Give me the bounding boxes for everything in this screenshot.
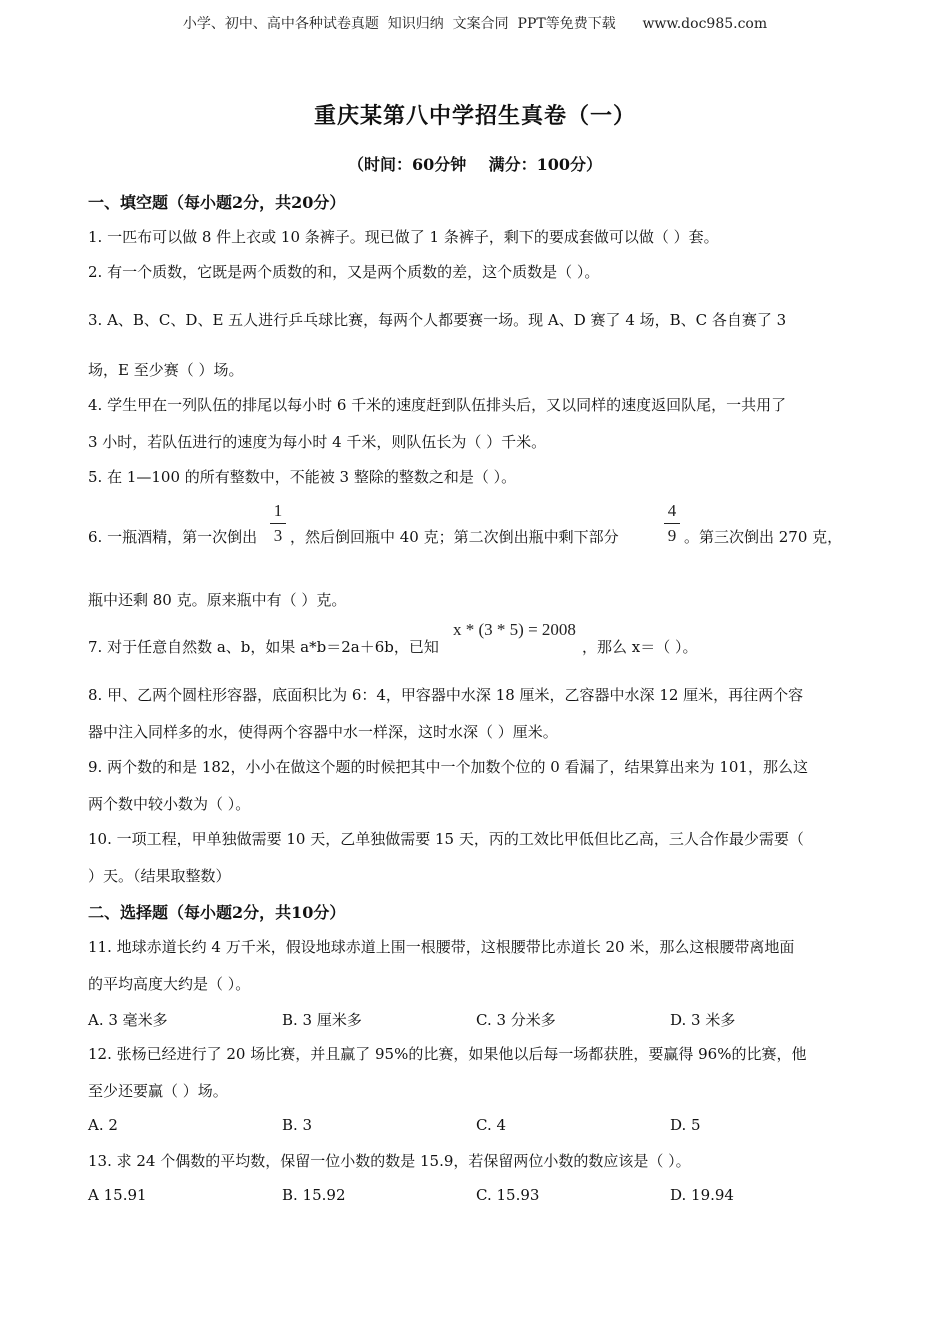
q12-option-b: B. 3 (282, 1116, 313, 1134)
question-9: 9. 两个数的和是 182，小小在做这个题的时候把其中一个加数个位的 0 看漏了，结果算出来为 101，那么这 (88, 758, 808, 776)
question-12-cont: 至少还要赢（ ）场。 (88, 1082, 228, 1100)
section-fill-in: 一、填空题（每小题2分，共20分） (88, 193, 346, 212)
question-7-formula: x * (3 * 5) = 2008 (453, 620, 576, 639)
question-1: 1. 一匹布可以做 8 件上衣或 10 条裤子。现已做了 1 条裤子，剩下的要成套做可以做（ ）套。 (88, 228, 719, 246)
question-8-cont: 器中注入同样多的水，使得两个容器中水一样深，这时水深（ ）厘米。 (88, 723, 558, 741)
question-4-cont: 3 小时，若队伍进行的速度为每小时 4 千米，则队伍长为（ ）千米。 (88, 433, 547, 451)
q12-option-a: A. 2 (88, 1116, 118, 1134)
question-7-cont: ，那么 x＝（ ）。 (582, 638, 698, 656)
q13-option-b: B. 15.92 (282, 1186, 346, 1204)
question-12: 12. 张杨已经进行了 20 场比赛，并且赢了 95%的比赛，如果他以后每一场都获胜，要赢得 96%的比赛，他 (88, 1045, 807, 1063)
q12-option-c: C. 4 (476, 1116, 507, 1134)
question-7: 7. 对于任意自然数 a、b，如果 a*b＝2a＋6b，已知 (88, 638, 439, 656)
question-10-cont: ）天。（结果取整数） (88, 867, 231, 885)
fraction-bar (664, 523, 680, 524)
fraction-one-third (270, 500, 286, 547)
page-title: 重庆某第八中学招生真卷（一） (313, 103, 636, 129)
q13-option-c: C. 15.93 (476, 1186, 540, 1204)
q11-option-a: A. 3 毫米多 (88, 1011, 168, 1029)
question-11-cont: 的平均高度大约是（ ）。 (88, 975, 251, 993)
question-5: 5. 在 1—100 的所有整数中，不能被 3 整除的整数之和是（ ）。 (88, 468, 517, 486)
fraction-bar (270, 523, 286, 524)
q11-option-d: D. 3 米多 (670, 1011, 736, 1029)
fraction-denominator: 3 (273, 526, 283, 545)
section-multiple-choice: 二、选择题（每小题2分，共10分） (88, 903, 346, 922)
question-6-text-2: ，然后倒回瓶中 40 克；第二次倒出瓶中剩下部分 (290, 528, 619, 546)
question-3: 3. A、B、C、D、E 五人进行乒乓球比赛，每两个人都要赛一场。现 A、D 赛了 4 场，B、C 各自赛了 3 (88, 311, 787, 329)
page-header: 小学、初中、高中各种试卷真题 知识归纳 文案合同 PPT等免费下载 www.doc985.com (182, 16, 768, 32)
question-13: 13. 求 24 个偶数的平均数，保留一位小数的数是 15.9，若保留两位小数的数应该是（ ）。 (88, 1152, 691, 1170)
fraction-numerator: 1 (273, 501, 283, 520)
fraction-numerator: 4 (667, 501, 677, 520)
question-6-cont: 瓶中还剩 80 克。原来瓶中有（ ）克。 (88, 591, 347, 609)
question-6-text-1: 6. 一瓶酒精，第一次倒出 (88, 528, 258, 546)
question-6-text-3: 。第三次倒出 270 克， (684, 528, 843, 546)
q12-option-d: D. 5 (670, 1116, 701, 1134)
question-2: 2. 有一个质数，它既是两个质数的和，又是两个质数的差，这个质数是（ ）。 (88, 263, 600, 281)
question-6 (88, 527, 257, 547)
q13-option-a: A 15.91 (88, 1186, 147, 1204)
question-3-cont: 场，E 至少赛（ ）场。 (88, 361, 244, 379)
fraction-denominator: 9 (667, 526, 677, 545)
question-8: 8. 甲、乙两个圆柱形容器，底面积比为 6：4，甲容器中水深 18 厘米，乙容器中水深 12 厘米，再往两个容 (88, 686, 804, 704)
question-4: 4. 学生甲在一列队伍的排尾以每小时 6 千米的速度赶到队伍排头后，又以同样的速度返回队尾，一共用了 (88, 396, 787, 414)
question-11: 11. 地球赤道长约 4 万千米，假设地球赤道上围一根腰带，这根腰带比赤道长 20 米，那么这根腰带离地面 (88, 938, 795, 956)
q11-option-c: C. 3 分米多 (476, 1011, 556, 1029)
question-9-cont: 两个数中较小数为（ ）。 (88, 795, 251, 813)
exam-info: （时间：60分钟 满分：100分） (348, 155, 602, 174)
q11-option-b: B. 3 厘米多 (282, 1011, 362, 1029)
question-10: 10. 一项工程，甲单独做需要 10 天，乙单独做需要 15 天，丙的工效比甲低但比乙高，三人合作最少需要（ (88, 830, 804, 848)
q13-option-d: D. 19.94 (670, 1186, 734, 1204)
fraction-four-ninths (664, 500, 680, 547)
